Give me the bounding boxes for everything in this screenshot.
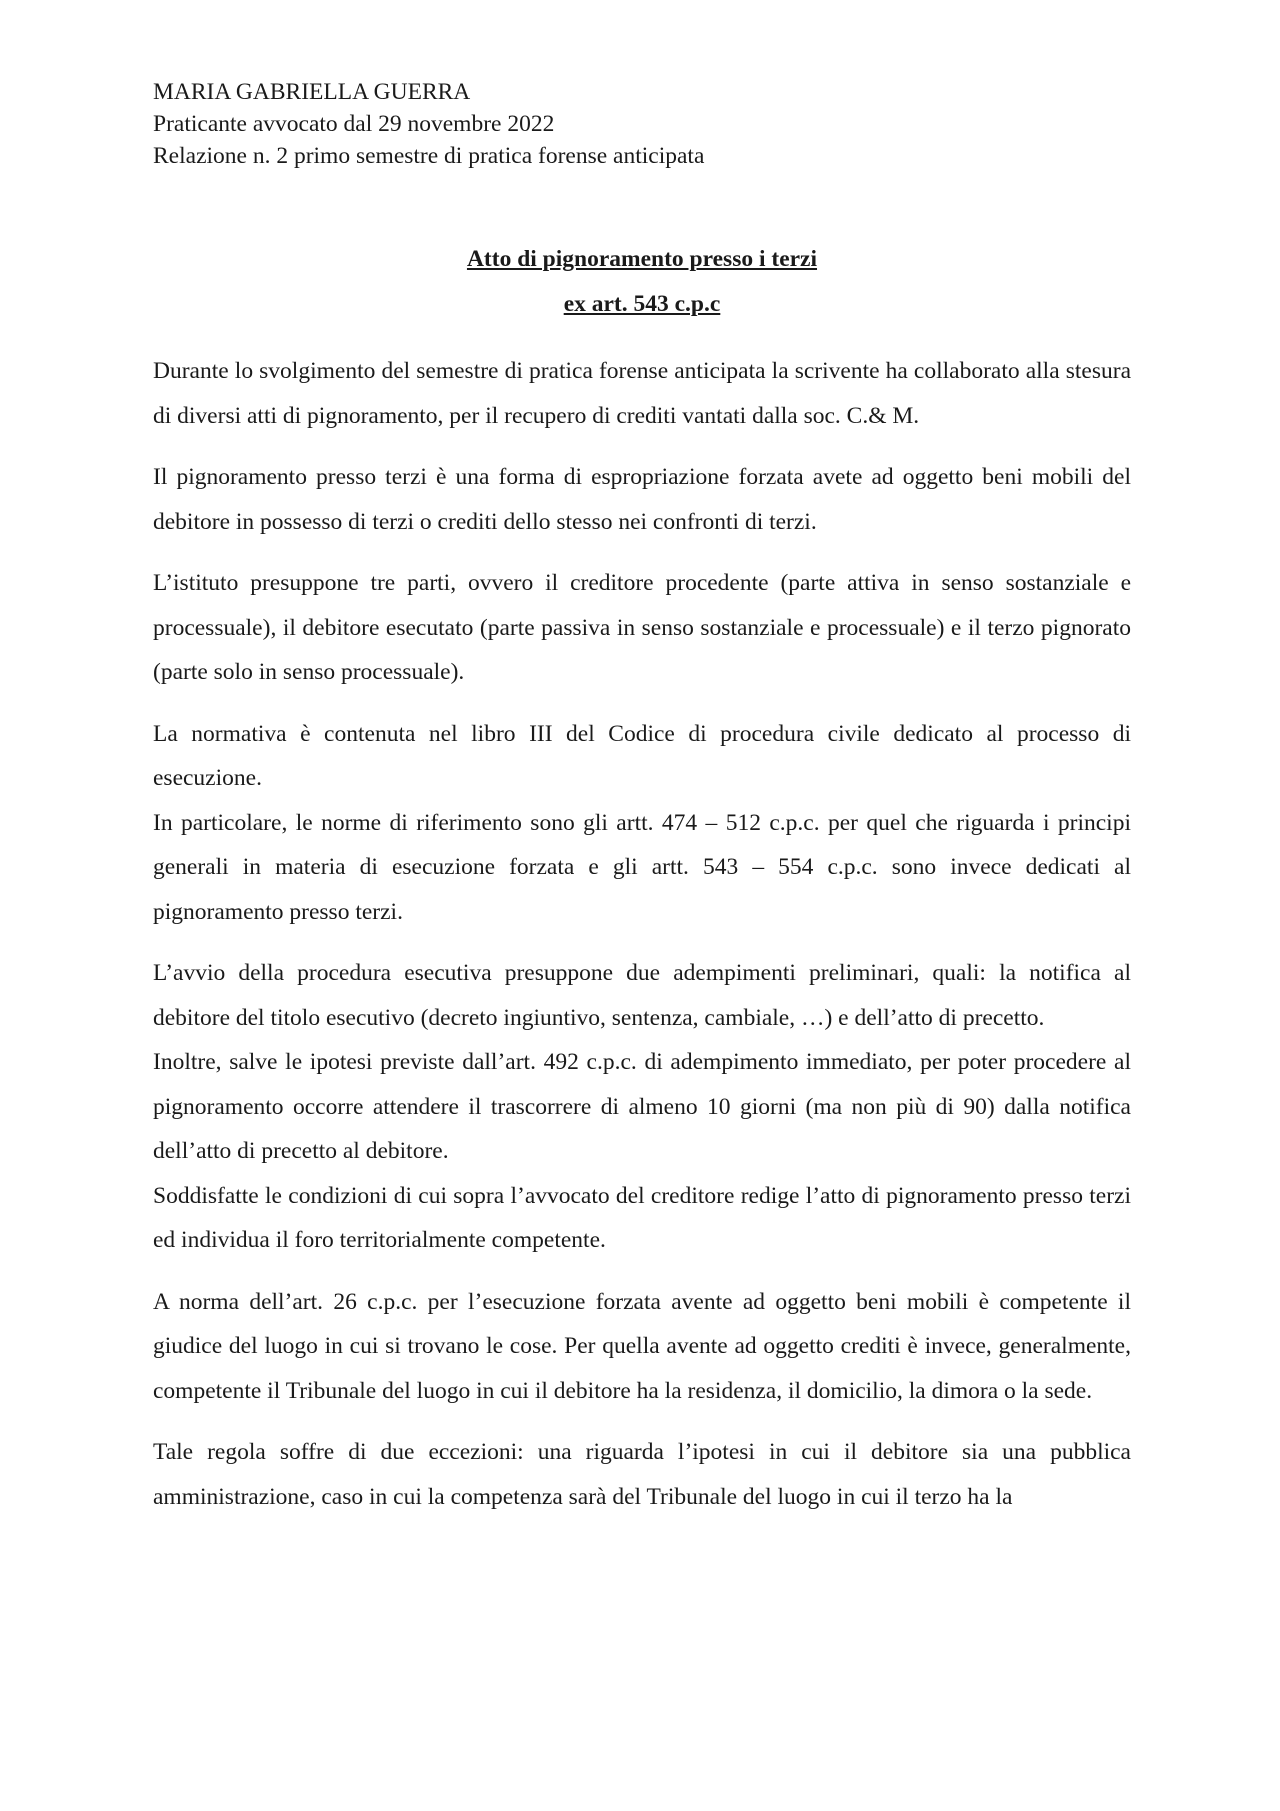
paragraph-parties: L’istituto presuppone tre parti, ovvero il creditore procedente (parte attiva in senso sostanziale e processuale), il debitore esecutato (parte passiva in senso sostanziale e processuale) e il terzo pignorato (parte solo in senso processuale). [153, 570, 1131, 685]
title-line-2: ex art. 543 c.p.c [563, 291, 721, 317]
title-line-1: Atto di pignoramento presso i terzi [466, 246, 818, 272]
author-name: MARIA GABRIELLA GUERRA [153, 79, 471, 105]
document-header [153, 76, 1131, 172]
paragraph-foro: Soddisfatte le condizioni di cui sopra l’avvocato del creditore redige l’atto di pignoramento presso terzi ed individua il foro territorialmente competente. [153, 1182, 1131, 1253]
paragraph-termini: Inoltre, salve le ipotesi previste dall’art. 492 c.p.c. di adempimento immediato, per poter procedere al pignoramento occorre attendere il trascorrere di almeno 10 giorni (ma non più di 90) dalla notifica dell’atto di precetto al debitore. [153, 1049, 1131, 1164]
paragraph-normativa: La normativa è contenuta nel libro III del Codice di procedura civile dedicato al processo di esecuzione. [153, 720, 1131, 791]
paragraph-competenza: A norma dell’art. 26 c.p.c. per l’esecuzione forzata avente ad oggetto beni mobili è competente il giudice del luogo in cui si trovano le cose. Per quella avente ad oggetto crediti è invece, generalmente, competente il Tribunale del luogo in cui il debitore ha la residenza, il domicilio, la dimora o la sede. [153, 1288, 1131, 1404]
document-page [153, 76, 1131, 1519]
paragraph-eccezioni: Tale regola soffre di due eccezioni: una riguarda l’ipotesi in cui il debitore sia una pubblica amministrazione, caso in cui la competenza sarà del Tribunale del luogo in cui il terzo ha la [153, 1439, 1131, 1510]
report-subtitle: Relazione n. 2 primo semestre di pratica forense anticipata [153, 143, 705, 169]
author-role: Praticante avvocato dal 29 novembre 2022 [153, 111, 555, 137]
paragraph-definition: Il pignoramento presso terzi è una forma di espropriazione forzata avete ad oggetto beni mobili del debitore in possesso di terzi o crediti dello stesso nei confronti di terzi. [153, 464, 1131, 535]
paragraph-norme-riferimento: In particolare, le norme di riferimento sono gli artt. 474 – 512 c.p.c. per quel che riguarda i principi generali in materia di esecuzione forzata e gli artt. 543 – 554 c.p.c. sono invece dedicati al pignoramento presso terzi. [153, 809, 1131, 925]
paragraph-intro: Durante lo svolgimento del semestre di pratica forense anticipata la scrivente ha collaborato alla stesura di diversi atti di pignoramento, per il recupero di crediti vantati dalla soc. C.& M. [153, 358, 1131, 429]
paragraph-avvio-procedura: L’avvio della procedura esecutiva presuppone due adempimenti preliminari, quali: la notifica al debitore del titolo esecutivo (decreto ingiuntivo, sentenza, cambiale, …) e dell’atto di precetto. [153, 960, 1131, 1031]
document-title [153, 237, 1131, 327]
document-body [153, 349, 1131, 1519]
